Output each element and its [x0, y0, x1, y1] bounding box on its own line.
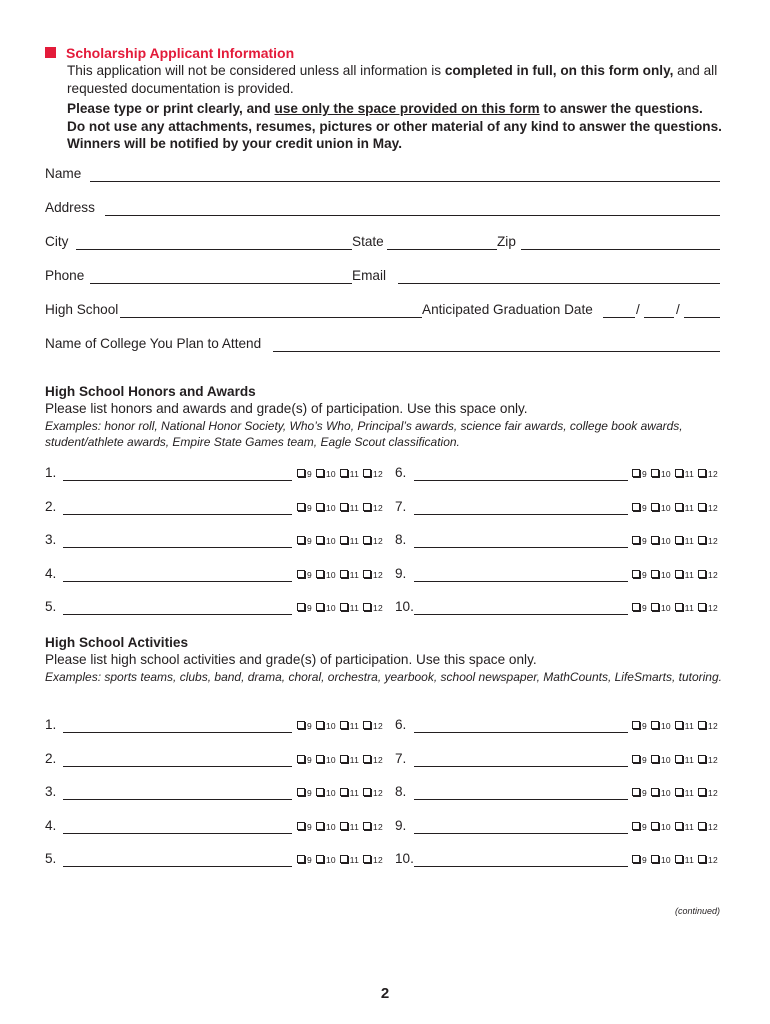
grade-checkbox[interactable] — [363, 469, 371, 477]
grade-label: 9 — [642, 536, 647, 546]
grade-label: 9 — [642, 570, 647, 580]
honors-grade-checkboxes — [632, 469, 722, 479]
city-field[interactable] — [76, 249, 352, 250]
honors-entry-field[interactable] — [63, 514, 292, 515]
grade-label: 11 — [349, 469, 360, 479]
grade-label: 9 — [307, 755, 312, 765]
grade-checkbox[interactable] — [651, 603, 659, 611]
instructions — [67, 100, 747, 153]
high-school-field[interactable] — [120, 317, 422, 318]
grade-label: 12 — [708, 536, 718, 546]
phone-field[interactable] — [90, 283, 352, 284]
grade-checkbox[interactable] — [316, 788, 324, 796]
college-label: Name of College You Plan to Attend — [45, 336, 262, 351]
grade-checkbox[interactable] — [363, 788, 371, 796]
graduation-date-label: Anticipated Graduation Date — [422, 302, 593, 317]
grade-checkbox[interactable] — [632, 788, 640, 796]
grade-checkbox[interactable] — [363, 570, 371, 578]
grade-label: 10 — [325, 536, 336, 546]
grade-label: 9 — [642, 603, 647, 613]
activities-entry-field[interactable] — [414, 799, 628, 800]
grade-checkbox[interactable] — [698, 822, 706, 830]
intro-text-a: This application will not be considered unless all information is — [67, 63, 445, 78]
grade-checkbox[interactable] — [316, 536, 324, 544]
grade-checkbox[interactable] — [340, 469, 348, 477]
grade-label: 10 — [660, 503, 671, 513]
grade-checkbox[interactable] — [297, 536, 305, 544]
instr1-a: Please type or print clearly, and — [67, 101, 275, 116]
instruction-line-2: Do not use any attachments, resumes, pictures or other material of any kind to answer the questions. — [67, 118, 722, 134]
grade-checkbox[interactable] — [632, 855, 640, 863]
grade-label: 10 — [325, 570, 336, 580]
state-field[interactable] — [387, 249, 497, 250]
address-label: Address — [45, 200, 95, 215]
grade-label: 9 — [307, 469, 312, 479]
honors-row-number: 3. — [45, 532, 57, 547]
grade-checkbox[interactable] — [651, 503, 659, 511]
activities-row-number: 3. — [45, 784, 57, 799]
zip-label: Zip — [497, 234, 516, 249]
grade-checkbox[interactable] — [340, 855, 348, 863]
grade-checkbox[interactable] — [297, 469, 305, 477]
grade-checkbox[interactable] — [632, 721, 640, 729]
grade-checkbox[interactable] — [698, 469, 706, 477]
grade-checkbox[interactable] — [651, 855, 659, 863]
grade-label: 9 — [307, 570, 312, 580]
grade-label: 10 — [660, 536, 671, 546]
activities-row-number: 9. — [395, 818, 407, 833]
grade-label: 11 — [349, 603, 360, 613]
grade-label: 11 — [349, 822, 360, 832]
graduation-day-field[interactable] — [644, 317, 674, 318]
grade-checkbox[interactable] — [340, 755, 348, 763]
honors-row-number: 8. — [395, 532, 407, 547]
grade-checkbox[interactable] — [340, 503, 348, 511]
section-marker — [45, 47, 56, 58]
activities-grade-checkboxes — [297, 788, 387, 798]
grade-label: 10 — [325, 755, 336, 765]
grade-label: 12 — [373, 536, 383, 546]
grade-label: 12 — [373, 721, 383, 731]
grade-label: 12 — [373, 855, 383, 865]
grade-checkbox[interactable] — [316, 755, 324, 763]
grade-checkbox[interactable] — [363, 536, 371, 544]
graduation-slash-2: / — [676, 302, 680, 317]
grade-checkbox[interactable] — [698, 788, 706, 796]
honors-grade-checkboxes — [297, 503, 387, 513]
grade-checkbox[interactable] — [632, 469, 640, 477]
state-label: State — [352, 234, 384, 249]
honors-prompt: Please list honors and awards and grade(s) of participation. Use this space only. — [45, 401, 528, 416]
grade-checkbox[interactable] — [675, 755, 683, 763]
grade-checkbox[interactable] — [297, 822, 305, 830]
grade-label: 10 — [660, 755, 671, 765]
grade-label: 9 — [642, 503, 647, 513]
grade-label: 11 — [684, 755, 695, 765]
grade-checkbox[interactable] — [651, 755, 659, 763]
grade-label: 10 — [660, 822, 671, 832]
graduation-year-field[interactable] — [684, 317, 720, 318]
grade-label: 11 — [684, 603, 695, 613]
grade-checkbox[interactable] — [316, 721, 324, 729]
grade-label: 12 — [373, 788, 383, 798]
grade-label: 9 — [307, 603, 312, 613]
grade-label: 9 — [307, 721, 312, 731]
page-number: 2 — [380, 985, 390, 1002]
grade-checkbox[interactable] — [297, 503, 305, 511]
honors-grade-checkboxes — [632, 603, 722, 613]
instr1-underlined: use only the space provided on this form — [274, 101, 540, 116]
college-field[interactable] — [273, 351, 720, 352]
grade-label: 9 — [642, 855, 647, 865]
activities-entry-field[interactable] — [63, 833, 292, 834]
grade-label: 9 — [642, 822, 647, 832]
grade-label: 12 — [373, 603, 383, 613]
activities-grade-checkboxes — [632, 855, 722, 865]
grade-label: 10 — [325, 721, 336, 731]
intro-text — [67, 62, 737, 97]
grade-label: 11 — [684, 788, 695, 798]
grade-checkbox[interactable] — [316, 603, 324, 611]
graduation-month-field[interactable] — [603, 317, 635, 318]
zip-field[interactable] — [521, 249, 720, 250]
address-field[interactable] — [105, 215, 720, 216]
grade-label: 11 — [684, 721, 695, 731]
grade-checkbox[interactable] — [340, 822, 348, 830]
activities-entry-field[interactable] — [414, 766, 628, 767]
grade-label: 9 — [642, 755, 647, 765]
grade-checkbox[interactable] — [316, 855, 324, 863]
activities-row-number: 6. — [395, 717, 407, 732]
honors-entry-field[interactable] — [414, 581, 628, 582]
grade-checkbox[interactable] — [340, 788, 348, 796]
grade-label: 9 — [642, 788, 647, 798]
grade-checkbox[interactable] — [363, 822, 371, 830]
grade-checkbox[interactable] — [363, 503, 371, 511]
grade-checkbox[interactable] — [632, 503, 640, 511]
grade-checkbox[interactable] — [698, 536, 706, 544]
grade-label: 11 — [349, 570, 360, 580]
phone-label: Phone — [45, 268, 85, 283]
grade-checkbox[interactable] — [297, 603, 305, 611]
grade-label: 12 — [708, 603, 718, 613]
grade-checkbox[interactable] — [675, 570, 683, 578]
grade-label: 10 — [325, 469, 336, 479]
grade-checkbox[interactable] — [297, 755, 305, 763]
grade-label: 10 — [325, 503, 336, 513]
grade-label: 10 — [660, 855, 671, 865]
grade-checkbox[interactable] — [675, 822, 683, 830]
instr1-b: to answer the questions. — [539, 101, 703, 116]
activities-grade-checkboxes — [297, 855, 387, 865]
grade-checkbox[interactable] — [316, 570, 324, 578]
grade-checkbox[interactable] — [297, 788, 305, 796]
grade-checkbox[interactable] — [340, 721, 348, 729]
honors-row-number: 1. — [45, 465, 57, 480]
name-field[interactable] — [90, 181, 720, 182]
grade-label: 9 — [307, 822, 312, 832]
grade-label: 12 — [708, 788, 718, 798]
grade-checkbox[interactable] — [651, 536, 659, 544]
grade-label: 9 — [307, 788, 312, 798]
grade-label: 11 — [349, 755, 360, 765]
grade-label: 9 — [307, 503, 312, 513]
activities-row-number: 7. — [395, 751, 407, 766]
activities-examples: Examples: sports teams, clubs, band, drama, choral, orchestra, yearbook, school newspaper, MathCounts, LifeSmarts, tutoring. — [45, 670, 722, 684]
activities-entry-field[interactable] — [414, 732, 628, 733]
grade-checkbox[interactable] — [316, 822, 324, 830]
intro-text-b: and all requested documentation is provided. — [67, 63, 718, 96]
honors-entry-field[interactable] — [414, 547, 628, 548]
email-field[interactable] — [398, 283, 720, 284]
honors-row-number: 9. — [395, 566, 407, 581]
grade-checkbox[interactable] — [316, 503, 324, 511]
activities-grade-checkboxes — [297, 755, 387, 765]
grade-label: 9 — [307, 536, 312, 546]
grade-checkbox[interactable] — [297, 721, 305, 729]
honors-entry-field[interactable] — [63, 581, 292, 582]
honors-grade-checkboxes — [632, 536, 722, 546]
grade-checkbox[interactable] — [675, 788, 683, 796]
grade-checkbox[interactable] — [698, 721, 706, 729]
grade-checkbox[interactable] — [675, 721, 683, 729]
grade-label: 11 — [684, 822, 695, 832]
name-label: Name — [45, 166, 82, 181]
grade-checkbox[interactable] — [675, 603, 683, 611]
grade-checkbox[interactable] — [675, 855, 683, 863]
honors-entry-field[interactable] — [63, 480, 292, 481]
grade-label: 11 — [349, 855, 360, 865]
activities-grade-checkboxes — [632, 755, 722, 765]
activities-row-number: 2. — [45, 751, 57, 766]
honors-row-number: 7. — [395, 499, 407, 514]
grade-label: 11 — [349, 721, 360, 731]
honors-row-number: 4. — [45, 566, 57, 581]
grade-label: 11 — [684, 855, 695, 865]
grade-label: 10 — [325, 855, 336, 865]
grade-label: 12 — [708, 721, 718, 731]
grade-label: 11 — [684, 503, 695, 513]
grade-checkbox[interactable] — [651, 822, 659, 830]
activities-grade-checkboxes — [297, 721, 387, 731]
grade-checkbox[interactable] — [698, 855, 706, 863]
honors-entry-field[interactable] — [414, 514, 628, 515]
activities-row-number: 5. — [45, 851, 57, 866]
grade-label: 10 — [325, 603, 336, 613]
grade-label: 11 — [349, 788, 360, 798]
grade-label: 11 — [349, 536, 360, 546]
section-title: Scholarship Applicant Information — [66, 45, 295, 61]
honors-examples: Examples: honor roll, National Honor Society, Who’s Who, Principal’s awards, science fair awards, college book awards, student/athlete awards, Empire State Games team, Eagle Scout classification. — [45, 419, 683, 449]
honors-entry-field[interactable] — [414, 614, 628, 615]
grade-checkbox[interactable] — [675, 536, 683, 544]
honors-row-number: 6. — [395, 465, 407, 480]
grade-checkbox[interactable] — [316, 469, 324, 477]
grade-checkbox[interactable] — [363, 603, 371, 611]
grade-checkbox[interactable] — [632, 570, 640, 578]
instruction-line-3: Winners will be notified by your credit union in May. — [67, 136, 402, 151]
grade-label: 11 — [684, 469, 695, 479]
grade-label: 12 — [373, 469, 383, 479]
grade-checkbox[interactable] — [651, 788, 659, 796]
honors-grade-checkboxes — [297, 603, 387, 613]
continued-note: (continued) — [674, 906, 720, 916]
grade-label: 10 — [660, 570, 671, 580]
graduation-slash-1: / — [636, 302, 640, 317]
honors-grade-checkboxes — [297, 570, 387, 580]
grade-label: 9 — [642, 721, 647, 731]
honors-entry-field[interactable] — [414, 480, 628, 481]
activities-heading: High School Activities — [45, 635, 189, 650]
activities-entry-field[interactable] — [63, 732, 292, 733]
honors-grade-checkboxes — [632, 503, 722, 513]
activities-grade-checkboxes — [297, 822, 387, 832]
grade-label: 12 — [708, 822, 718, 832]
activities-row-number: 10. — [395, 851, 414, 866]
grade-checkbox[interactable] — [297, 855, 305, 863]
activities-entry-field[interactable] — [63, 766, 292, 767]
activities-entry-field[interactable] — [63, 799, 292, 800]
grade-checkbox[interactable] — [698, 603, 706, 611]
activities-prompt: Please list high school activities and grade(s) of participation. Use this space only. — [45, 652, 537, 667]
grade-label: 12 — [708, 469, 718, 479]
grade-checkbox[interactable] — [651, 469, 659, 477]
grade-label: 12 — [708, 755, 718, 765]
grade-checkbox[interactable] — [363, 855, 371, 863]
honors-heading: High School Honors and Awards — [45, 384, 256, 399]
activities-grade-checkboxes — [632, 822, 722, 832]
activities-row-number: 1. — [45, 717, 57, 732]
intro-text-bold: completed in full, on this form only, — [444, 63, 674, 78]
high-school-label: High School — [45, 302, 119, 317]
activities-entry-field[interactable] — [63, 866, 292, 867]
grade-checkbox[interactable] — [632, 603, 640, 611]
grade-label: 11 — [684, 570, 695, 580]
honors-row-number: 2. — [45, 499, 57, 514]
grade-label: 10 — [660, 469, 671, 479]
grade-label: 10 — [660, 603, 671, 613]
grade-checkbox[interactable] — [632, 755, 640, 763]
activities-grade-checkboxes — [632, 788, 722, 798]
activities-entry-field[interactable] — [414, 833, 628, 834]
grade-label: 12 — [708, 503, 718, 513]
honors-grade-checkboxes — [297, 469, 387, 479]
instruction-line-1 — [67, 100, 747, 118]
activities-entry-field[interactable] — [414, 866, 628, 867]
email-label: Email — [352, 268, 386, 283]
grade-checkbox[interactable] — [340, 570, 348, 578]
grade-label: 9 — [642, 469, 647, 479]
grade-checkbox[interactable] — [675, 503, 683, 511]
grade-label: 12 — [373, 570, 383, 580]
grade-checkbox[interactable] — [698, 755, 706, 763]
grade-checkbox[interactable] — [651, 570, 659, 578]
grade-label: 11 — [349, 503, 360, 513]
activities-row-number: 8. — [395, 784, 407, 799]
grade-checkbox[interactable] — [632, 536, 640, 544]
grade-checkbox[interactable] — [340, 603, 348, 611]
grade-label: 12 — [708, 570, 718, 580]
grade-checkbox[interactable] — [698, 570, 706, 578]
honors-entry-field[interactable] — [63, 547, 292, 548]
grade-checkbox[interactable] — [651, 721, 659, 729]
grade-label: 10 — [325, 822, 336, 832]
activities-row-number: 4. — [45, 818, 57, 833]
grade-checkbox[interactable] — [340, 536, 348, 544]
grade-checkbox[interactable] — [675, 469, 683, 477]
activities-grade-checkboxes — [632, 721, 722, 731]
grade-label: 12 — [373, 822, 383, 832]
honors-entry-field[interactable] — [63, 614, 292, 615]
grade-label: 10 — [660, 721, 671, 731]
grade-label: 12 — [373, 755, 383, 765]
grade-checkbox[interactable] — [698, 503, 706, 511]
grade-checkbox[interactable] — [363, 721, 371, 729]
grade-label: 10 — [660, 788, 671, 798]
honors-grade-checkboxes — [632, 570, 722, 580]
grade-label: 12 — [708, 855, 718, 865]
grade-label: 11 — [684, 536, 695, 546]
grade-label: 9 — [307, 855, 312, 865]
grade-label: 12 — [373, 503, 383, 513]
grade-checkbox[interactable] — [632, 822, 640, 830]
grade-label: 10 — [325, 788, 336, 798]
city-label: City — [45, 234, 69, 249]
honors-grade-checkboxes — [297, 536, 387, 546]
honors-row-number: 10. — [395, 599, 414, 614]
grade-checkbox[interactable] — [297, 570, 305, 578]
honors-row-number: 5. — [45, 599, 57, 614]
grade-checkbox[interactable] — [363, 755, 371, 763]
